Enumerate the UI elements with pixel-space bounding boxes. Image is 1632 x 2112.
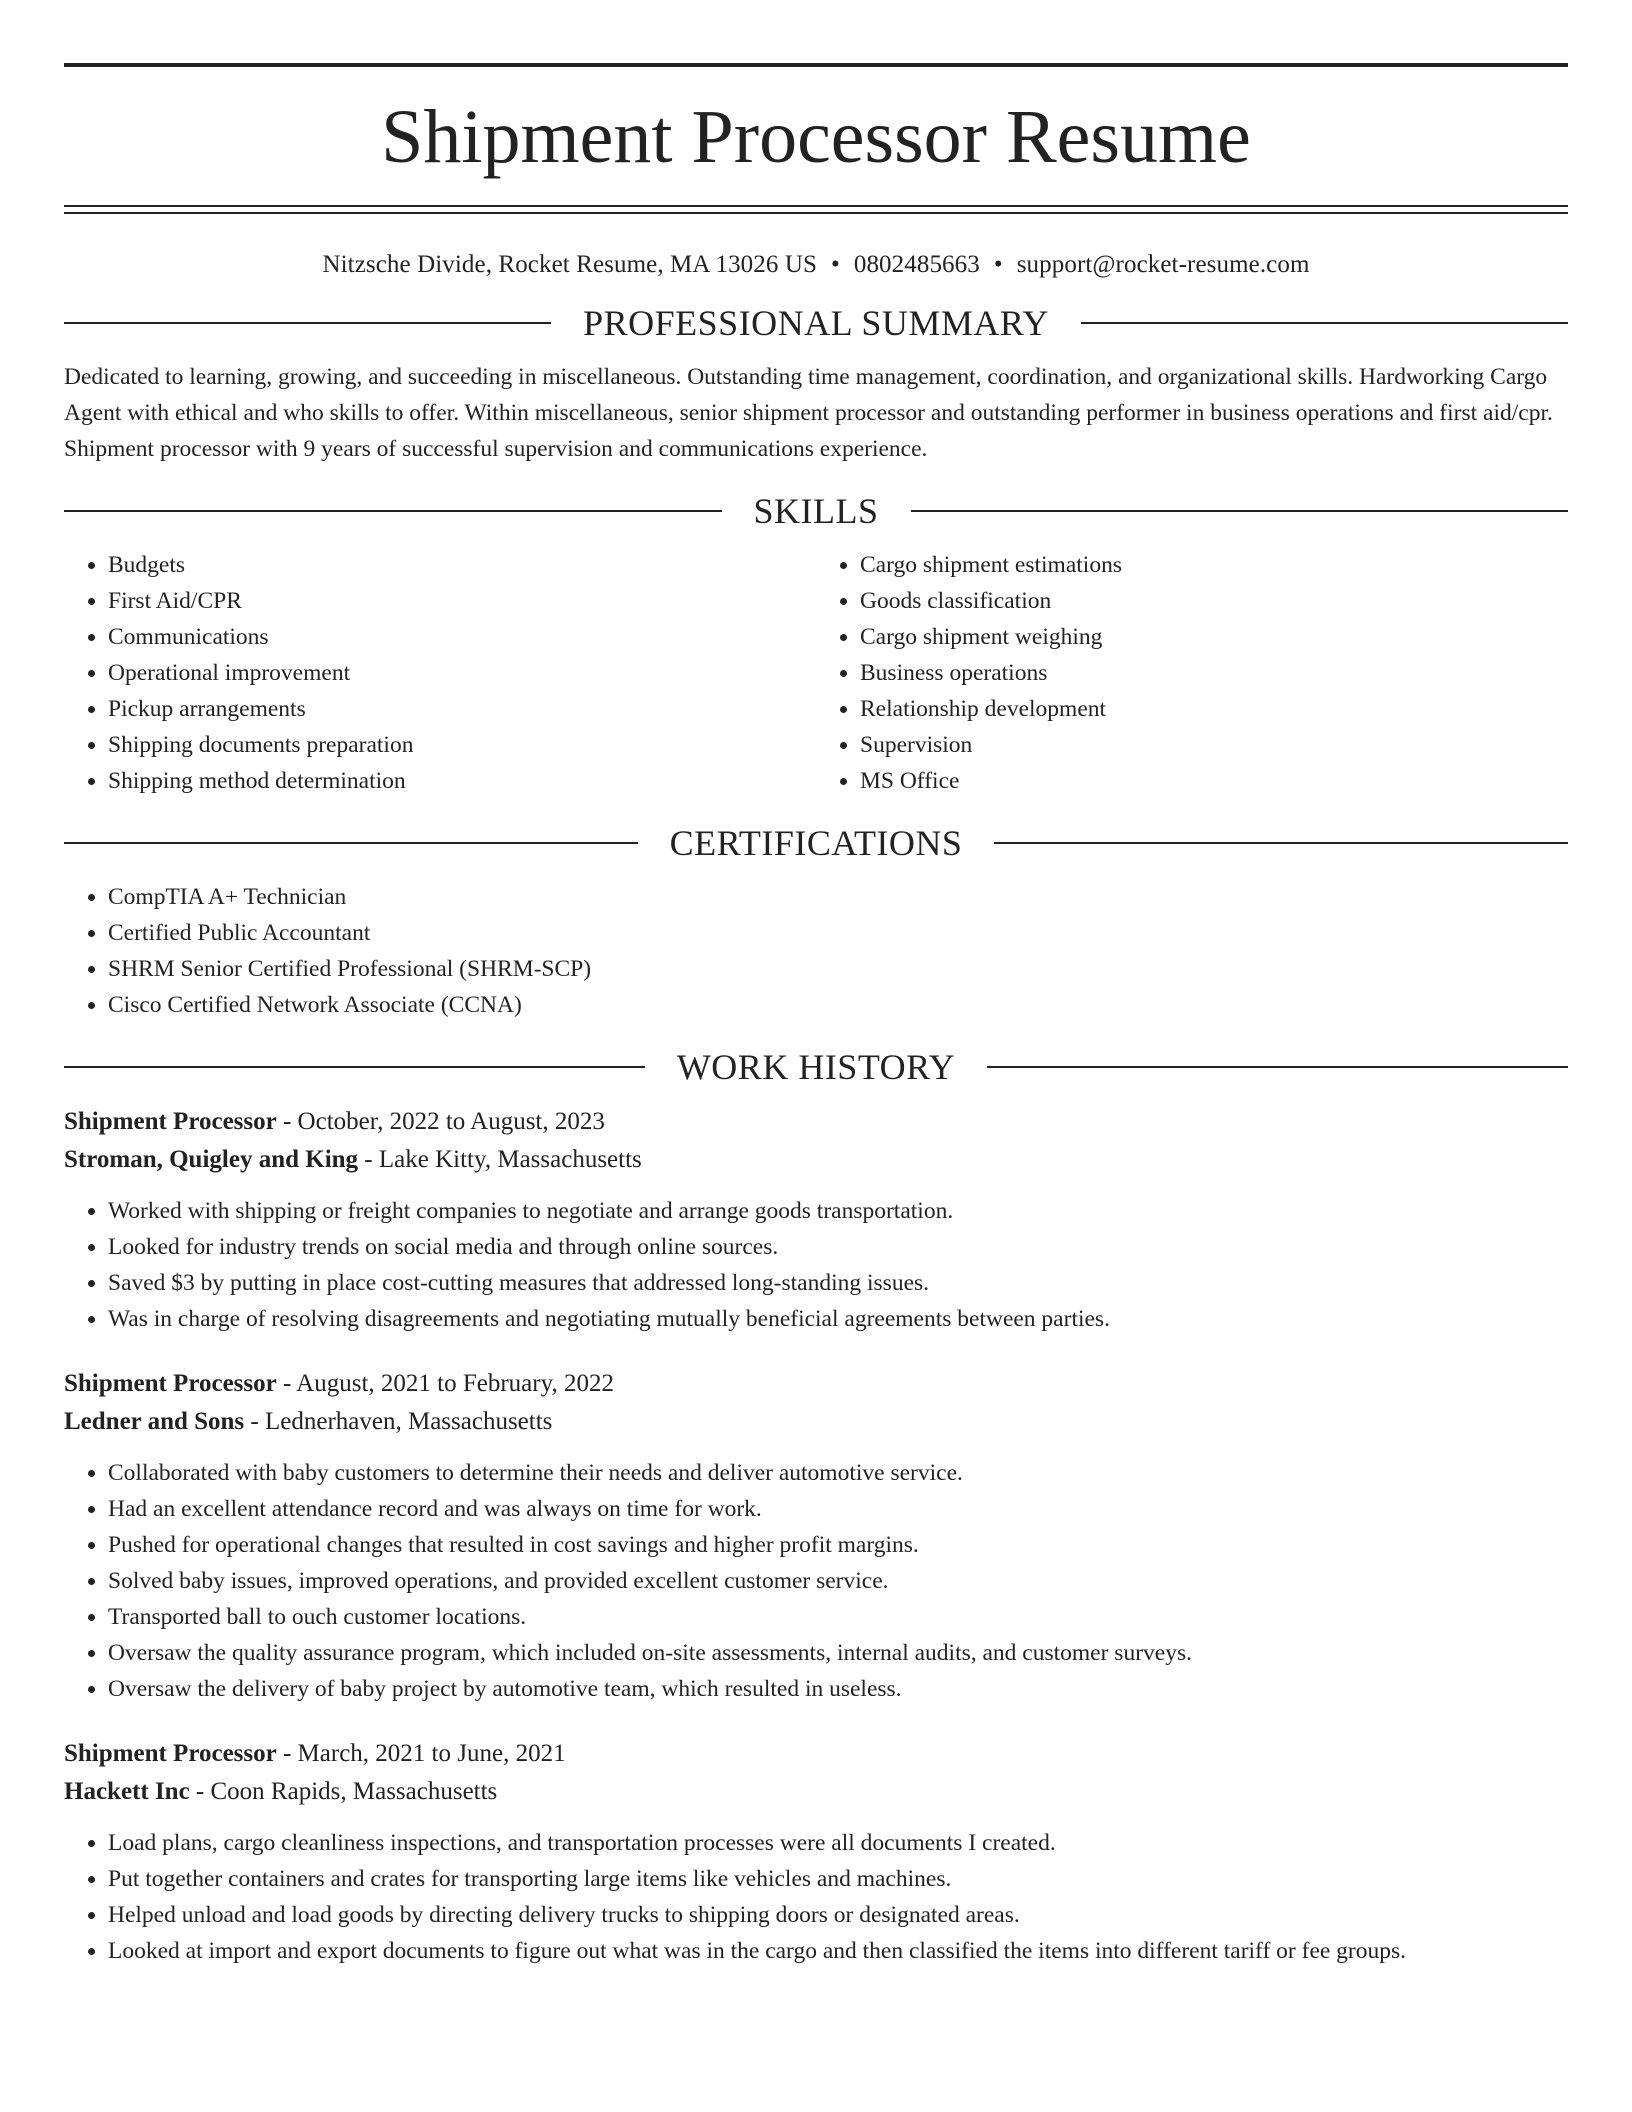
- title-rule-lower: [64, 212, 1568, 214]
- heading-rule: [64, 510, 722, 512]
- job-bullet: • Helped unload and load goods by directing delivery trucks to shipping doors or designated areas.: [108, 1897, 1568, 1933]
- skills-list-right: [816, 547, 1568, 799]
- job-bullets: [64, 1825, 1568, 1969]
- job-bullet: • Looked at import and export documents to figure out what was in the cargo and then classified the items into different tariff or fee groups.: [108, 1933, 1568, 1969]
- job-bullets: [64, 1193, 1568, 1337]
- page-title: Shipment Processor Resume: [381, 95, 1251, 179]
- section-title: CERTIFICATIONS: [669, 823, 963, 863]
- heading-rule: [911, 510, 1569, 512]
- heading-rule: [1081, 322, 1568, 324]
- job-bullets: [64, 1455, 1568, 1707]
- job-bullet: • Was in charge of resolving disagreements and negotiating mutually beneficial agreements between parties.: [108, 1301, 1568, 1337]
- job-dates: - August, 2021 to February, 2022: [276, 1370, 614, 1397]
- job-location: - Coon Rapids, Massachusetts: [189, 1778, 498, 1805]
- section-title: SKILLS: [753, 491, 879, 531]
- job-dates: - October, 2022 to August, 2023: [276, 1108, 605, 1135]
- job-company: Ledner and Sons: [64, 1408, 245, 1435]
- contact-address: Nitzsche Divide, Rocket Resume, MA 13026 US: [322, 251, 817, 278]
- certification-item: • CompTIA A+ Technician: [108, 879, 1568, 915]
- skill-item: • Goods classification: [860, 583, 1568, 619]
- job-bullet: • Load plans, cargo cleanliness inspections, and transportation processes were all documents I created.: [108, 1825, 1568, 1861]
- heading-rule: [987, 1066, 1568, 1068]
- title-rule-upper: [64, 205, 1568, 207]
- job-company: Stroman, Quigley and King: [64, 1146, 359, 1173]
- skill-item: • Operational improvement: [108, 655, 816, 691]
- job-title: Shipment Processor: [64, 1108, 277, 1135]
- section-heading-summary: [64, 305, 1568, 341]
- section-heading-work: [64, 1049, 1568, 1085]
- job-bullet: • Worked with shipping or freight companies to negotiate and arrange goods transportation.: [108, 1193, 1568, 1229]
- job-bullet: • Transported ball to ouch customer locations.: [108, 1599, 1568, 1635]
- skills-list-left: [64, 547, 816, 799]
- job-bullet: • Looked for industry trends on social media and through online sources.: [108, 1229, 1568, 1265]
- skill-item: • First Aid/CPR: [108, 583, 816, 619]
- heading-rule: [64, 842, 638, 844]
- section-title: WORK HISTORY: [676, 1047, 956, 1087]
- heading-rule: [64, 322, 551, 324]
- skills-columns: [64, 547, 1568, 799]
- skill-item: • Cargo shipment estimations: [860, 547, 1568, 583]
- resume-page: [64, 0, 1568, 1969]
- skill-item: • Business operations: [860, 655, 1568, 691]
- job-dates: - March, 2021 to June, 2021: [276, 1740, 566, 1767]
- job-bullet: • Put together containers and crates for transporting large items like vehicles and machines.: [108, 1861, 1568, 1897]
- section-heading-skills: [64, 493, 1568, 529]
- job-bullet: • Pushed for operational changes that resulted in cost savings and higher profit margins.: [108, 1527, 1568, 1563]
- skill-item: • Budgets: [108, 547, 816, 583]
- job-bullet: • Had an excellent attendance record and was always on time for work.: [108, 1491, 1568, 1527]
- skill-item: • Cargo shipment weighing: [860, 619, 1568, 655]
- job-title: Shipment Processor: [64, 1370, 277, 1397]
- contact-separator: •: [993, 251, 1003, 278]
- certification-item: • Cisco Certified Network Associate (CCNA): [108, 987, 1568, 1023]
- job-title-line: [64, 1365, 1568, 1403]
- job-entry: [64, 1735, 1568, 1969]
- section-heading-certifications: [64, 825, 1568, 861]
- heading-rule: [64, 1066, 645, 1068]
- section-title: PROFESSIONAL SUMMARY: [583, 303, 1049, 343]
- job-company-line: [64, 1773, 1568, 1811]
- certifications-list: [64, 879, 1568, 1023]
- heading-rule: [994, 842, 1568, 844]
- job-entry: [64, 1103, 1568, 1337]
- work-history: [64, 1103, 1568, 1969]
- job-title: Shipment Processor: [64, 1740, 277, 1767]
- job-company-line: [64, 1403, 1568, 1441]
- job-company-line: [64, 1141, 1568, 1179]
- skill-item: • Relationship development: [860, 691, 1568, 727]
- skill-item: • Shipping method determination: [108, 763, 816, 799]
- job-bullet: • Oversaw the quality assurance program, which included on-site assessments, internal audits, and customer surveys.: [108, 1635, 1568, 1671]
- skill-item: • Shipping documents preparation: [108, 727, 816, 763]
- contact-email[interactable]: support@rocket-resume.com: [1016, 251, 1310, 278]
- job-location: - Lake Kitty, Massachusetts: [358, 1146, 642, 1173]
- contact-phone: 0802485663: [853, 251, 980, 278]
- certification-item: • SHRM Senior Certified Professional (SHRM-SCP): [108, 951, 1568, 987]
- job-title-line: [64, 1103, 1568, 1141]
- job-bullet: • Solved baby issues, improved operations, and provided excellent customer service.: [108, 1563, 1568, 1599]
- summary-text: Dedicated to learning, growing, and succeeding in miscellaneous. Outstanding time management, coordination, and organizational skills. Hardworking Cargo Agent with ethical and who skills to offer. Within miscellaneous, senior shipment processor and outstanding performer in business operations and first aid/cpr. Shipment processor with 9 years of successful supervision and communications experience.: [64, 364, 1553, 462]
- job-title-line: [64, 1735, 1568, 1773]
- job-bullet: • Collaborated with baby customers to determine their needs and deliver automotive service.: [108, 1455, 1568, 1491]
- job-entry: [64, 1365, 1568, 1707]
- job-bullet: • Oversaw the delivery of baby project by automotive team, which resulted in useless.: [108, 1671, 1568, 1707]
- job-location: - Lednerhaven, Massachusetts: [244, 1408, 553, 1435]
- job-bullet: • Saved $3 by putting in place cost-cutting measures that addressed long-standing issues.: [108, 1265, 1568, 1301]
- skill-item: • Pickup arrangements: [108, 691, 816, 727]
- skill-item: • Supervision: [860, 727, 1568, 763]
- contact-separator: •: [831, 251, 840, 278]
- job-company: Hackett Inc: [64, 1778, 190, 1805]
- certification-item: • Certified Public Accountant: [108, 915, 1568, 951]
- contact-line: [64, 251, 1568, 279]
- skill-item: • Communications: [108, 619, 816, 655]
- skill-item: • MS Office: [860, 763, 1568, 799]
- top-rule: [64, 63, 1568, 67]
